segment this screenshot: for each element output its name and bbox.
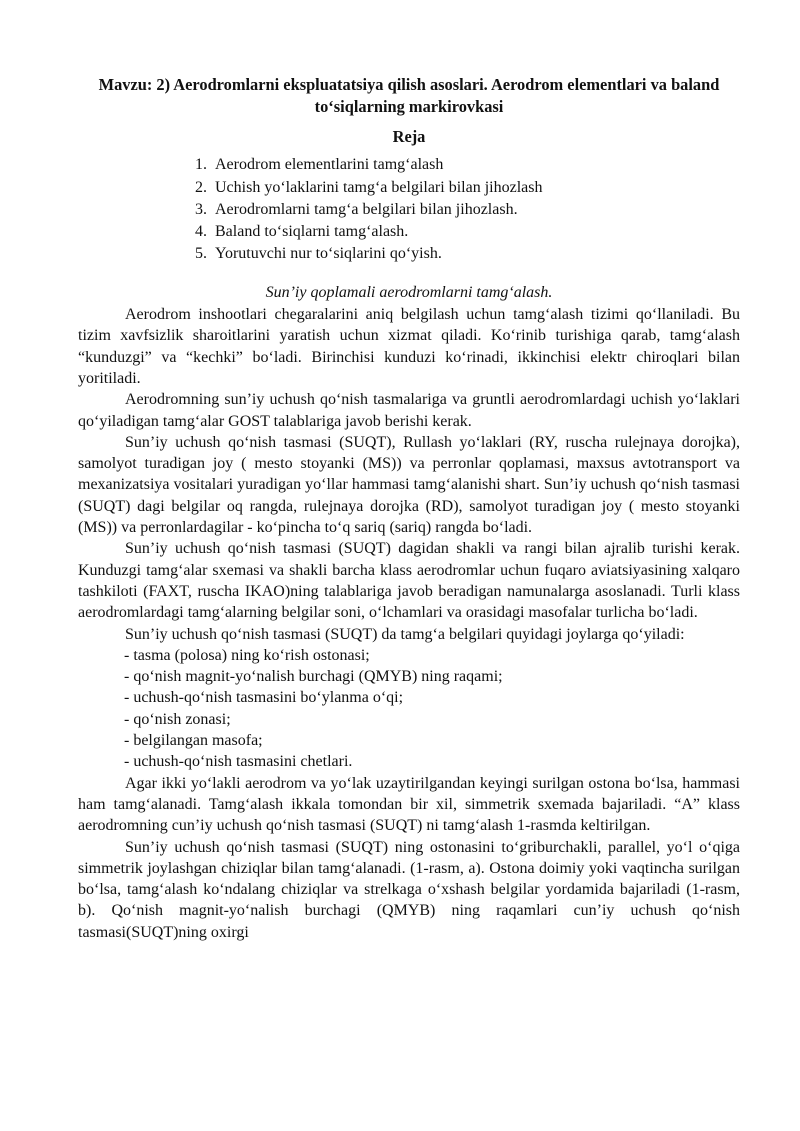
plan-item (195, 177, 740, 199)
body-paragraph: Sun’iy uchush qo‘nish tasmasi (SUQT), Rullash yo‘laklari (RY, ruscha rulejnaya dorojka), samolyot turadigan joy ( mesto stoyanki (MS)) va perronlar qoplamasi, maxsus avtotransport va mexanizatsiya vositalari yuradigan yo‘llar hammasi tamg‘alanishi shart. Sun’iy uchush qo‘nish tasmasi (SUQT) dagi belgilar oq rangda, rulejnaya dorojka (RD), samolyot turadigan joy ( mesto stoyanki (MS)) va perronlardagilar - ko‘pincha to‘q sariq (sariq) rangda bo‘ladi. (78, 433, 740, 537)
plan-item (195, 154, 740, 176)
body-paragraph: Aerodromning sun’iy uchush qo‘nish tasmalariga va gruntli aerodromlardagi uchish yo‘laklari qo‘yiladigan tamg‘alar GOST talablariga javob berishi kerak. (78, 391, 740, 430)
plan-item (195, 243, 740, 265)
plan-item (195, 221, 740, 243)
body-paragraph: Sun’iy uchush qo‘nish tasmasi (SUQT) ning ostonasini to‘griburchakli, parallel, yo‘l o‘qiga simmetrik joylashgan chiziqlar bilan tamg‘alanadi. (1-rasm, a). Ostona doimiy yoki vaqtincha surilgan bo‘lsa, tamg‘alash ko‘ndalang chiziqlar va strelkaga o‘xshash belgilar yordamida bajariladi (1-rasm, b). Qo‘nish magnit-yo‘nalish burchagi (QMYB) ning raqamlari cun’iy uchush qo‘nish tasmasi(SUQT)ning oxirgi (78, 838, 740, 941)
plan-item-text: Yorutuvchi nur to‘siqlarini qo‘yish. (215, 245, 442, 263)
section-subtitle: Sun’iy qoplamali aerodromlarni tamg‘alash. (265, 283, 553, 301)
plan-item-text: Baland to‘siqlarni tamg‘alash. (215, 223, 409, 241)
bullet-item: - uchush-qo‘nish tasmasini bo‘ylanma o‘qi; (124, 689, 404, 707)
plan-item-number: 3. (195, 200, 207, 218)
plan-heading: Reja (392, 127, 426, 146)
plan-item-text: Uchish yo‘laklarini tamg‘a belgilari bilan jihozlash (215, 178, 543, 196)
plan-item-number: 1. (195, 156, 207, 174)
bullet-item: - qo‘nish magnit-yo‘nalish burchagi (QMYB) ning raqami; (124, 668, 503, 686)
plan-item-number: 2. (195, 178, 207, 196)
body-paragraph: Sun’iy uchush qo‘nish tasmasi (SUQT) dagidan shakli va rangi bilan ajralib turishi kerak. Kunduzgi tamg‘alar sxemasi va shakli barcha klass aerodromlar uchun fuqaro aviatsiyasining xalqaro tashkiloti (FAXT, ruscha IKAO)ning talablariga javob beradigan namunalarga asoslanadi. Turli klass aerodromlardagi tamg‘alarning belgilar soni, o‘lchamlari va orasidagi masofalar turlicha bo‘ladi. (78, 540, 740, 622)
plan-item (195, 199, 740, 221)
plan-list (78, 154, 740, 265)
plan-item-number: 4. (195, 223, 207, 241)
bullet-item: - uchush-qo‘nish tasmasini chetlari. (124, 753, 353, 771)
body-paragraph: Agar ikki yo‘lakli aerodrom va yo‘lak uzaytirilgandan keyingi surilgan ostona bo‘lsa, hammasi ham tamg‘alanadi. Tamg‘alash ikkala tomondan bir xil, simmetrik sxemada bajariladi. “A” klass aerodromning cun’iy uchush qo‘nish tasmasi (SUQT) ni tamg‘alash 1-rasmda keltirilgan. (78, 774, 740, 835)
bullet-item: - qo‘nish zonasi; (124, 710, 231, 728)
plan-item-text: Aerodrom elementlarini tamg‘alash (215, 156, 444, 174)
bullet-item: - tasma (polosa) ning ko‘rish ostonasi; (124, 646, 370, 664)
plan-item-number: 5. (195, 245, 207, 263)
document-title: Mavzu: 2) Aerodromlarni ekspluatatsiya qilish asoslari. Aerodrom elementlari va baland to‘siqlarning markirovkasi (98, 75, 720, 116)
bullet-item: - belgilangan masofa; (124, 732, 263, 750)
body-paragraph: Sun’iy uchush qo‘nish tasmasi (SUQT) da tamg‘a belgilari quyidagi joylarga qo‘yiladi: (125, 625, 685, 643)
body-paragraph: Aerodrom inshootlari chegaralarini aniq belgilash uchun tamg‘alash tizimi qo‘llaniladi. Bu tizim xavfsizlik sharoitlarini yaratish uchun xizmat qiladi. Ko‘rinib turishiga qarab, tamg‘alash “kunduzgi” va “kechki” bo‘ladi. Birinchisi kunduzi ko‘rinadi, ikkinchisi elektr chiroqlari bilan yoritiladi. (78, 306, 740, 387)
plan-item-text: Aerodromlarni tamg‘a belgilari bilan jihozlash. (215, 200, 518, 218)
bullet-list (78, 645, 740, 773)
